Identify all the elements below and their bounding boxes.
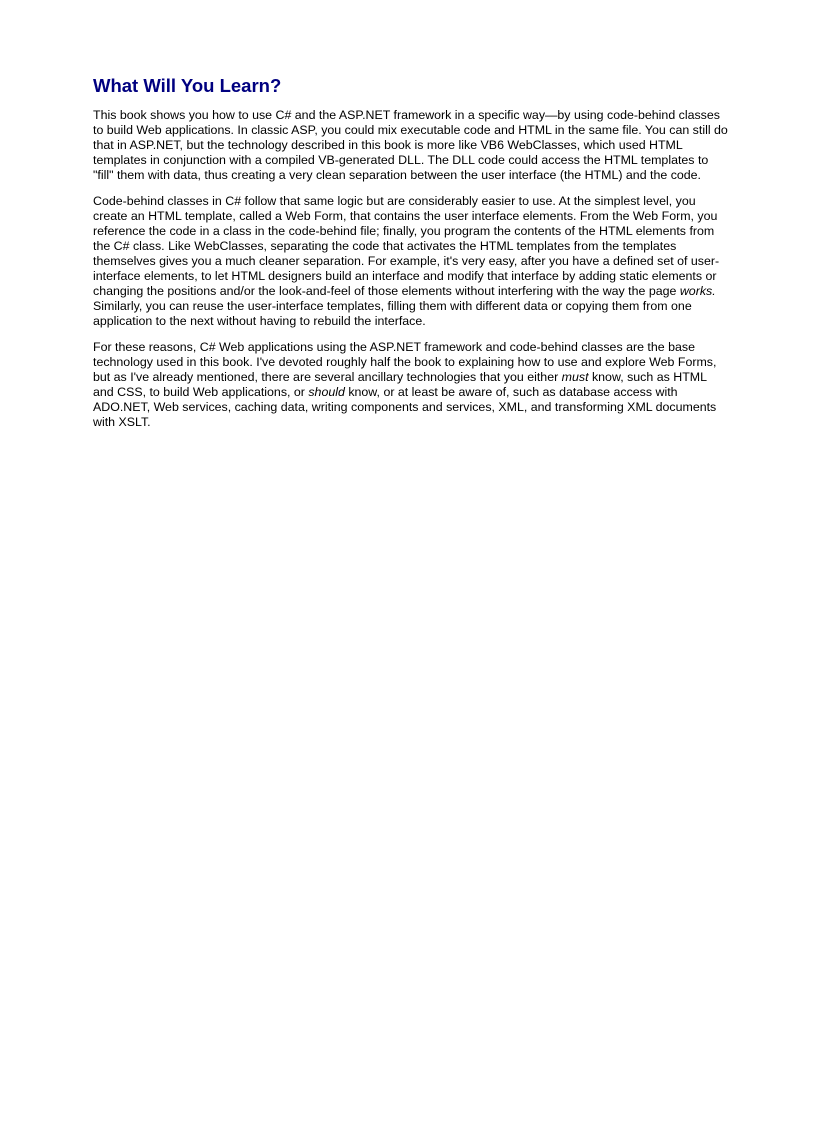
paragraph-3-emphasis-should: should	[308, 385, 345, 399]
section-heading: What Will You Learn?	[93, 75, 282, 96]
paragraph-1	[93, 108, 729, 183]
paragraph-1-text: This book shows you how to use C# and the ASP.NET framework in a specific way—by using code-behind classes to build Web applications. In classic ASP, you could mix executable code and HTML in the same file. You can still do that in ASP.NET, but the technology described in this book is more like VB6 WebClasses, which used HTML templates in conjunction with a compiled VB-generated DLL. The DLL code could access the HTML templates to "fill" them with data, thus creating a very clean separation between the user interface (the HTML) and the code.	[93, 108, 728, 182]
paragraph-2-text-b: Similarly, you can reuse the user-interface templates, filling them with different data or copying them from one application to the next without having to rebuild the interface.	[93, 299, 692, 328]
paragraph-3-text-a: For these reasons, C# Web applications using the ASP.NET framework and code-behind classes are the base technology used in this book. I've devoted roughly half the book to explaining how to use and explore Web Forms, but as I've already mentioned, there are several ancillary technologies that you either	[93, 340, 717, 384]
paragraph-3	[93, 340, 729, 430]
paragraph-3-text-c: know, or at least be aware of, such as database access with ADO.NET, Web services, caching data, writing components and services, XML, and transforming XML documents with XSLT.	[93, 385, 717, 429]
paragraph-2-emphasis: works.	[679, 284, 716, 298]
paragraph-3-text-b: know, such as HTML and CSS, to build Web applications, or	[93, 370, 707, 399]
paragraph-2	[93, 194, 729, 329]
document-page	[93, 74, 729, 441]
paragraph-2-text-a: Code-behind classes in C# follow that same logic but are considerably easier to use. At the simplest level, you create an HTML template, called a Web Form, that contains the user interface elements. From the Web Form, you reference the code in a class in the code-behind file; finally, you program the contents of the HTML elements from the C# class. Like WebClasses, separating the code that activates the HTML templates from the templates themselves gives you a much cleaner separation. For example, it's very easy, after you have a defined set of user-interface elements, to let HTML designers build an interface and modify that interface by adding static elements or changing the positions and/or the look-and-feel of those elements without interfering with the way the page	[93, 194, 720, 298]
paragraph-3-emphasis-must: must	[561, 370, 589, 384]
